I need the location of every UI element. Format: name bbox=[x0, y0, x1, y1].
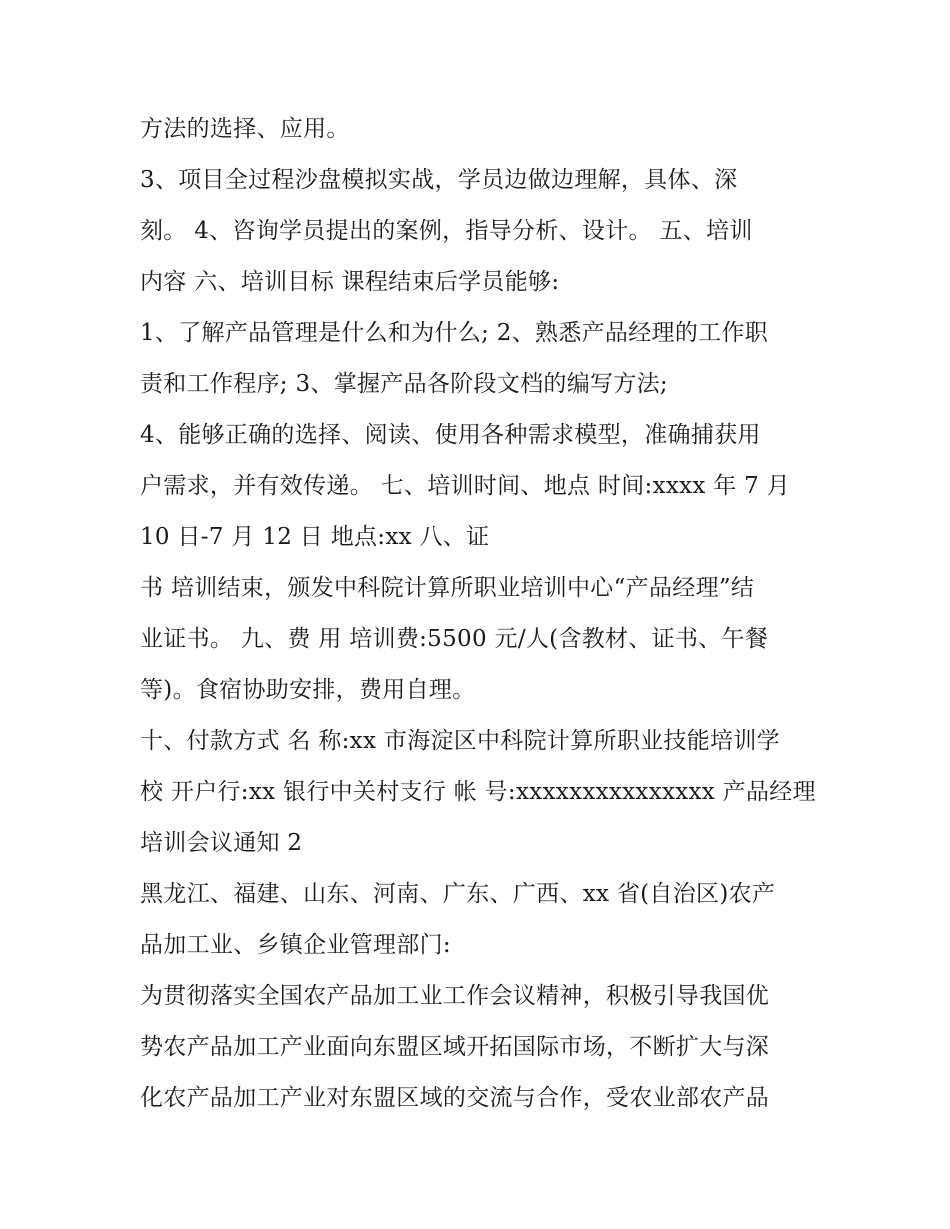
text-line: 培训会议通知 2 bbox=[140, 830, 303, 856]
text-line: 势农产品加工产业面向东盟区域开拓国际市场，不断扩大与深 bbox=[140, 1034, 770, 1060]
text-line: 3、项目全过程沙盘模拟实战，学员边做边理解，具体、深 bbox=[140, 167, 738, 193]
text-line: 4、能够正确的选择、阅读、使用各种需求模型，准确捕获用 bbox=[140, 422, 761, 448]
text-line: 户需求，并有效传递。 七、培训时间、地点 时间:xxxx 年 7 月 bbox=[140, 473, 791, 499]
text-line: 校 开户行:xx 银行中关村支行 帐 号:xxxxxxxxxxxxxxx 产品经理 bbox=[140, 779, 816, 805]
text-line: 书 培训结束，颁发中科院计算所职业培训中心“产品经理”结 bbox=[140, 575, 755, 601]
document-body bbox=[140, 104, 820, 1124]
text-line: 十、付款方式 名 称:xx 市海淀区中科院计算所职业技能培训学 bbox=[140, 728, 780, 754]
text-line: 业证书。 九、费 用 培训费:5500 元/人(含教材、证书、午餐 bbox=[140, 626, 769, 652]
text-line: 10 日-7 月 12 日 地点:xx 八、证 bbox=[140, 524, 490, 550]
text-line: 黑龙江、福建、山东、河南、广东、广西、xx 省(自治区)农产 bbox=[140, 881, 776, 907]
text-line: 内容 六、培训目标 课程结束后学员能够: bbox=[140, 269, 560, 295]
text-line: 等)。食宿协助安排，费用自理。 bbox=[140, 677, 476, 703]
text-line: 为贯彻落实全国农产品加工业工作会议精神，积极引导我国优 bbox=[140, 983, 770, 1009]
text-line: 化农产品加工产业对东盟区域的交流与合作，受农业部农产品 bbox=[140, 1085, 770, 1111]
text-line: 责和工作程序; 3、掌握产品各阶段文档的编写方法; bbox=[140, 371, 668, 397]
text-line: 刻。 4、咨询学员提出的案例，指导分析、设计。 五、培训 bbox=[140, 218, 753, 244]
text-line: 品加工业、乡镇企业管理部门: bbox=[140, 932, 451, 958]
text-line: 1、了解产品管理是什么和为什么; 2、熟悉产品经理的工作职 bbox=[140, 320, 769, 346]
text-line: 方法的选择、应用。 bbox=[140, 116, 350, 142]
